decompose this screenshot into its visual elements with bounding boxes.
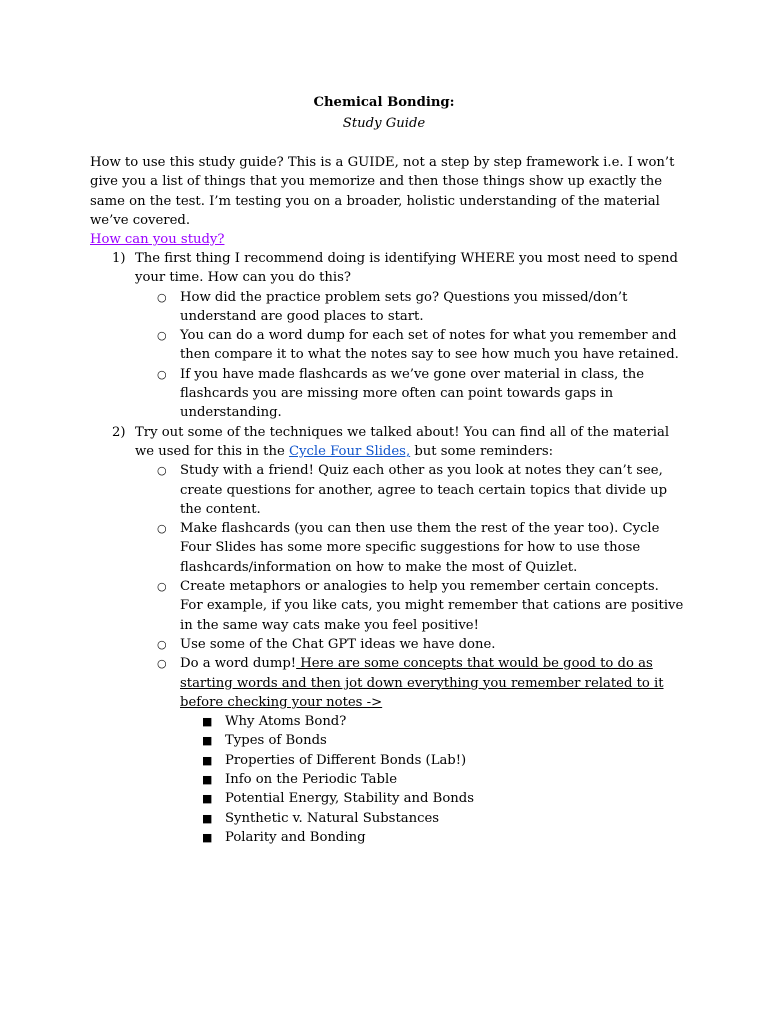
bullet-text: Use some of the Chat GPT ideas we have done. bbox=[180, 636, 496, 652]
concept-text: Potential Energy, Stability and Bonds bbox=[225, 791, 474, 807]
main-numbered-list bbox=[90, 249, 684, 847]
list-item-text: The first thing I recommend doing is identifying WHERE you most need to spend your time. How can you do this? bbox=[135, 251, 678, 286]
circle-bullet-icon: ○ bbox=[157, 464, 167, 478]
bullet-text: Create metaphors or analogies to help you remember certain concepts. For example, if you like cats, you might remember that cations are positive in the same way cats make you feel positive! bbox=[180, 579, 684, 633]
bullet-text: If you have made flashcards as we’ve gone over material in class, the flashcards you are missing more often can point towards gaps in understanding. bbox=[180, 366, 645, 421]
list-item bbox=[135, 288, 684, 327]
square-bullet-icon: ■ bbox=[202, 792, 213, 806]
list-number: 2) bbox=[112, 424, 126, 440]
concept-list bbox=[180, 712, 684, 847]
sub-bullet-list bbox=[135, 461, 684, 847]
document-subtitle: Study Guide bbox=[342, 116, 426, 131]
square-bullet-icon: ■ bbox=[202, 773, 213, 787]
bullet-text: Study with a friend! Quiz each other as you look at notes they can’t see, create questions for another, agree to teach certain topics that divide up the content. bbox=[180, 463, 668, 517]
concept-text: Why Atoms Bond? bbox=[225, 714, 347, 730]
square-bullet-icon: ■ bbox=[202, 753, 213, 767]
circle-bullet-icon: ○ bbox=[157, 522, 167, 536]
list-item bbox=[135, 365, 684, 423]
list-item bbox=[180, 751, 684, 770]
concept-text: Info on the Periodic Table bbox=[225, 772, 398, 788]
square-bullet-icon: ■ bbox=[202, 715, 213, 729]
list-item bbox=[135, 519, 684, 577]
list-item bbox=[135, 326, 684, 365]
list-item bbox=[180, 731, 684, 750]
list-item bbox=[135, 461, 684, 519]
list-item-text-after: but some reminders: bbox=[410, 443, 554, 459]
list-item-word-dump bbox=[135, 654, 684, 847]
square-bullet-icon: ■ bbox=[202, 830, 213, 844]
word-dump-underlined-text: Here are some concepts that would be good to do as starting words and then jot down everything you remember related to it before checking your notes -> bbox=[180, 656, 664, 710]
list-item bbox=[180, 712, 684, 731]
list-item bbox=[135, 577, 684, 635]
document-title: Chemical Bonding: bbox=[313, 95, 455, 110]
list-item bbox=[180, 828, 684, 847]
list-item bbox=[180, 770, 684, 789]
circle-bullet-icon: ○ bbox=[157, 329, 167, 343]
circle-bullet-icon: ○ bbox=[157, 290, 167, 304]
concept-text: Synthetic v. Natural Substances bbox=[225, 810, 440, 826]
bullet-text: You can do a word dump for each set of notes for what you remember and then compare it to what the notes say to see how much you have retained. bbox=[180, 328, 679, 363]
circle-bullet-icon: ○ bbox=[157, 657, 167, 671]
circle-bullet-icon: ○ bbox=[157, 580, 167, 594]
circle-bullet-icon: ○ bbox=[157, 637, 167, 651]
concept-text: Polarity and Bonding bbox=[225, 829, 366, 845]
sub-bullet-list bbox=[135, 288, 684, 423]
list-item bbox=[180, 789, 684, 808]
cycle-four-slides-link[interactable]: Cycle Four Slides, bbox=[288, 443, 411, 459]
list-number: 1) bbox=[112, 251, 126, 266]
list-item bbox=[180, 809, 684, 828]
list-item-text-before: Try out some of the techniques we talked about! You can find all of the material we used for this in the bbox=[135, 424, 670, 459]
intro-paragraph: How to use this study guide? This is a GUIDE, not a step by step framework i.e. I won’t give you a list of things that you memorize and then those things show up exactly the same on the test. I’m testing you on a broader, holistic understanding of the material we’ve covered. bbox=[90, 155, 675, 228]
bullet-text: Make flashcards (you can then use them the rest of the year too). Cycle Four Slides has some more specific suggestions for how to use those flashcards/information on how to make the most of Quizlet. bbox=[180, 521, 660, 575]
list-item-1 bbox=[90, 249, 684, 423]
square-bullet-icon: ■ bbox=[202, 811, 213, 825]
circle-bullet-icon: ○ bbox=[157, 367, 167, 381]
bullet-text: How did the practice problem sets go? Questions you missed/don’t understand are good places to start. bbox=[180, 289, 628, 324]
list-item bbox=[135, 635, 684, 654]
study-section-link[interactable]: How can you study? bbox=[90, 232, 225, 247]
concept-text: Types of Bonds bbox=[225, 733, 327, 749]
word-dump-intro: Do a word dump! bbox=[180, 656, 297, 672]
square-bullet-icon: ■ bbox=[202, 734, 213, 748]
list-item-2 bbox=[90, 423, 684, 848]
concept-text: Properties of Different Bonds (Lab!) bbox=[225, 752, 467, 768]
